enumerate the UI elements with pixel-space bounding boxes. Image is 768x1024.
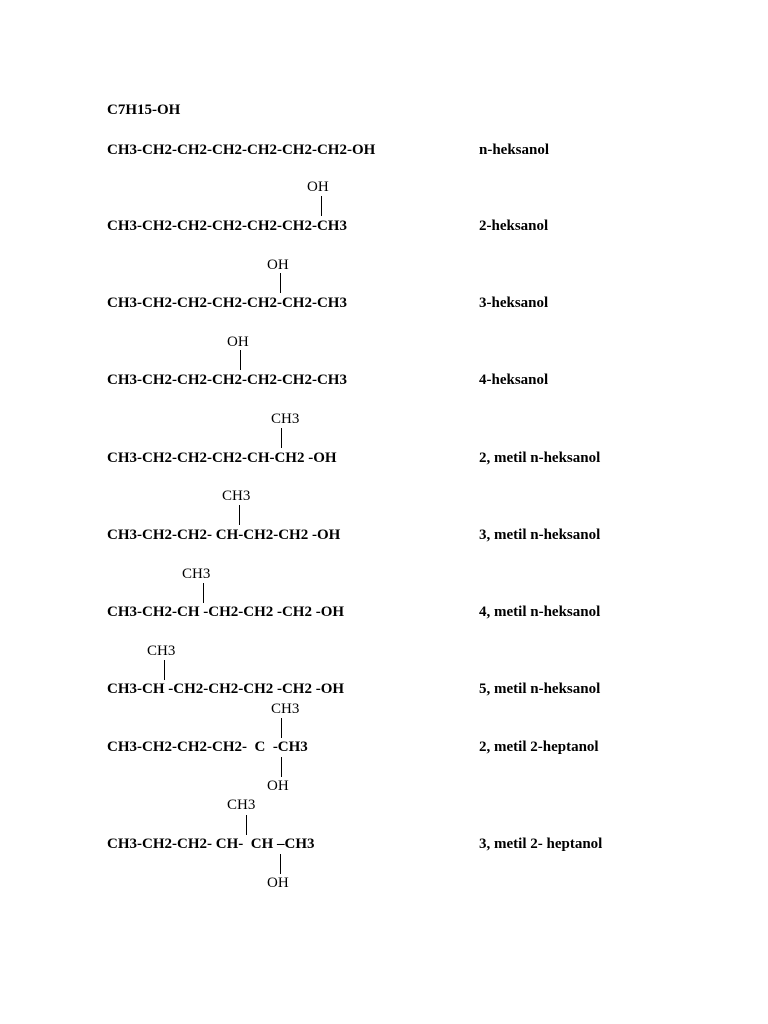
chain-formula: CH3-CH2-CH2-CH2-CH2-CH2-CH2-OH (107, 142, 376, 158)
compound-name: 4-heksanol (479, 372, 549, 388)
chain-formula: CH3-CH2-CH2-CH2-CH-CH2 -OH (107, 450, 337, 466)
substituent-below: OH (267, 875, 289, 891)
compound-name: n-heksanol (479, 142, 550, 158)
substituent-above: CH3 (271, 411, 300, 427)
chain-formula: CH3-CH2-CH2-CH2-CH2-CH2-CH3 (107, 218, 347, 234)
compound-name: 4, metil n-heksanol (479, 604, 601, 620)
substituent-above: CH3 (227, 797, 256, 813)
compound-name: 2, metil n-heksanol (479, 450, 601, 466)
bond-line (281, 718, 282, 738)
bond-line (164, 660, 165, 680)
bond-line (240, 350, 241, 370)
bond-line (246, 815, 247, 835)
bond-line (280, 854, 281, 874)
formula-heading: C7H15-OH (107, 102, 181, 118)
compound-name: 2, metil 2-heptanol (479, 739, 599, 755)
substituent-below: OH (267, 778, 289, 794)
substituent-above: CH3 (222, 488, 251, 504)
chain-formula: CH3-CH2-CH2-CH2-CH2-CH2-CH3 (107, 372, 347, 388)
compound-name: 3, metil 2- heptanol (479, 836, 603, 852)
chain-formula: CH3-CH2-CH2- CH-CH2-CH2 -OH (107, 527, 341, 543)
substituent-above: OH (227, 334, 249, 350)
compound-name: 5, metil n-heksanol (479, 681, 601, 697)
bond-line (321, 196, 322, 216)
bond-line (280, 273, 281, 293)
bond-line (281, 428, 282, 448)
bond-line (239, 505, 240, 525)
compound-name: 2-heksanol (479, 218, 549, 234)
chain-formula: CH3-CH2-CH2-CH2- C -CH3 (107, 739, 308, 755)
chain-formula: CH3-CH2-CH -CH2-CH2 -CH2 -OH (107, 604, 345, 620)
bond-line (281, 757, 282, 777)
substituent-above: OH (267, 257, 289, 273)
chain-formula: CH3-CH2-CH2- CH- CH –CH3 (107, 836, 315, 852)
compound-name: 3-heksanol (479, 295, 549, 311)
substituent-above: CH3 (147, 643, 176, 659)
chain-formula: CH3-CH -CH2-CH2-CH2 -CH2 -OH (107, 681, 345, 697)
substituent-above: CH3 (182, 566, 211, 582)
substituent-above: OH (307, 179, 329, 195)
chain-formula: CH3-CH2-CH2-CH2-CH2-CH2-CH3 (107, 295, 347, 311)
substituent-above: CH3 (271, 701, 300, 717)
compound-name: 3, metil n-heksanol (479, 527, 601, 543)
bond-line (203, 583, 204, 603)
